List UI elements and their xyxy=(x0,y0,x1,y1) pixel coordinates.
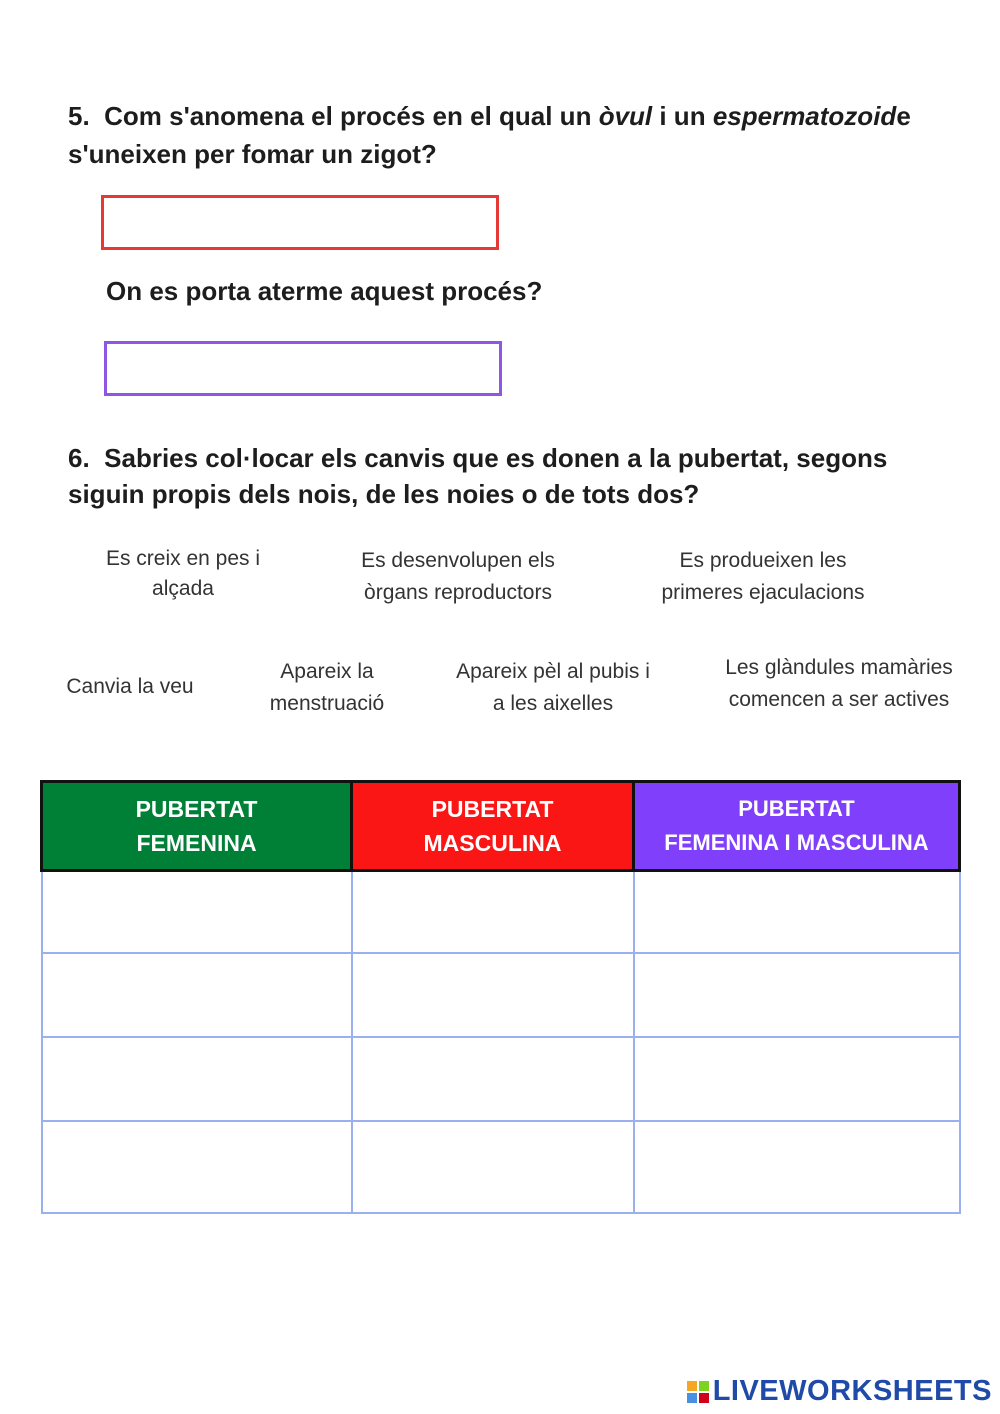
brand-watermark xyxy=(687,1375,992,1408)
header-femenina-line1: PUBERTAT xyxy=(135,796,258,822)
header-pubertat-masculina xyxy=(352,782,634,871)
chip-glandules-mamaries[interactable] xyxy=(698,652,980,716)
header-ambdos-line2: FEMENINA I MASCULINA xyxy=(664,830,929,855)
chip-ejaculacions-line2: primeres ejaculacions xyxy=(661,581,865,604)
chip-glandules-line1: Les glàndules mamàries xyxy=(725,656,953,679)
question-5 xyxy=(68,97,911,173)
question-5-line2: s'uneixen per fomar un zigot? xyxy=(68,139,437,169)
question-5-text-c: e xyxy=(896,101,911,131)
chip-creix-pes-line2: alçada xyxy=(152,577,214,600)
header-ambdos-line1: PUBERTAT xyxy=(738,796,855,821)
chip-organs-line1: Es desenvolupen els xyxy=(361,549,555,572)
table-row xyxy=(42,953,960,1037)
chip-glandules-line2: comencen a ser actives xyxy=(728,688,950,711)
chip-menstruacio-line2: menstruació xyxy=(269,692,385,715)
drop-cell[interactable] xyxy=(352,1037,634,1121)
chip-menstruacio[interactable] xyxy=(246,656,408,720)
question-6-number: 6. xyxy=(68,443,90,473)
drop-cell[interactable] xyxy=(634,871,960,953)
chip-organs-reproductors[interactable] xyxy=(340,545,576,609)
question-5-number: 5. xyxy=(68,101,90,131)
chip-ejaculacions[interactable] xyxy=(638,545,888,609)
chip-organs-line2: òrgans reproductors xyxy=(364,581,552,604)
chip-canvia-veu[interactable] xyxy=(52,671,208,703)
header-masculina-line2: MASCULINA xyxy=(423,830,562,856)
drop-cell[interactable] xyxy=(42,1121,352,1213)
drop-cell[interactable] xyxy=(42,871,352,953)
question-5-text-a: Com s'anomena el procés en el qual un xyxy=(104,101,599,131)
chip-creix-pes-line1: Es creix en pes i xyxy=(105,547,261,570)
drop-cell[interactable] xyxy=(352,871,634,953)
drop-cell[interactable] xyxy=(42,1037,352,1121)
question-5-ovul: òvul xyxy=(598,101,653,131)
header-pubertat-femenina xyxy=(42,782,352,871)
question-5-text-b: i un xyxy=(652,101,713,131)
header-femenina-line2: FEMENINA xyxy=(136,830,257,856)
question-5-espermatozoid: espermatozoid xyxy=(712,101,897,131)
drop-cell[interactable] xyxy=(634,1037,960,1121)
header-pubertat-ambdos xyxy=(634,782,960,871)
answer-field-process[interactable] xyxy=(101,195,499,250)
header-masculina-line1: PUBERTAT xyxy=(431,796,554,822)
brand-name: LIVEWORKSHEETS xyxy=(712,1375,992,1407)
chip-creix-pes[interactable] xyxy=(90,544,276,604)
drop-cell[interactable] xyxy=(352,953,634,1037)
question-6-line2: siguin propis dels nois, de les noies o de tots dos? xyxy=(68,479,700,509)
chip-menstruacio-line1: Apareix la xyxy=(280,660,374,683)
classification-table xyxy=(40,780,961,1214)
drop-cell[interactable] xyxy=(634,1121,960,1213)
liveworksheets-logo-icon xyxy=(687,1381,709,1403)
table-row xyxy=(42,871,960,953)
question-6 xyxy=(68,440,887,512)
drop-cell[interactable] xyxy=(42,953,352,1037)
chip-pel-pubis-line1: Apareix pèl al pubis i xyxy=(456,660,650,683)
chip-pel-pubis[interactable] xyxy=(430,656,676,720)
drop-cell[interactable] xyxy=(352,1121,634,1213)
chip-canvia-veu-line1: Canvia la veu xyxy=(66,675,194,698)
chip-ejaculacions-line1: Es produeixen les xyxy=(679,549,847,572)
question-6-line1: Sabries col·locar els canvis que es donen a la pubertat, segons xyxy=(104,443,888,473)
table-row xyxy=(42,1121,960,1213)
chip-pel-pubis-line2: a les aixelles xyxy=(492,692,614,715)
table-row xyxy=(42,1037,960,1121)
answer-field-location[interactable] xyxy=(104,341,502,396)
drop-cell[interactable] xyxy=(634,953,960,1037)
question-5-sub: On es porta aterme aquest procés? xyxy=(106,276,543,306)
